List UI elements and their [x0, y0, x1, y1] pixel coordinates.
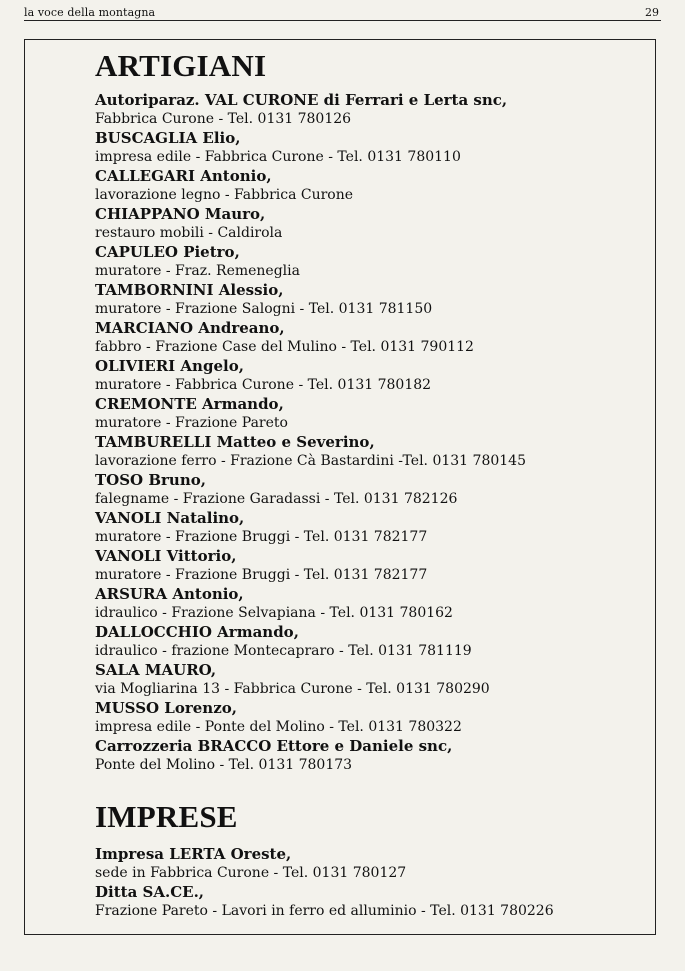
entry-name: Impresa LERTA Oreste,: [95, 845, 292, 863]
directory-entry: [95, 167, 615, 205]
directory-content: [95, 48, 615, 921]
directory-entry: [95, 319, 615, 357]
entry-detail: muratore - Fabbrica Curone - Tel. 0131 780182: [95, 377, 432, 393]
entry-name: TAMBURELLI Matteo e Severino,: [95, 433, 375, 451]
entry-name: Ditta SA.CE.,: [95, 883, 205, 901]
entry-name: TOSO Bruno,: [95, 471, 206, 489]
entry-name: ARSURA Antonio,: [95, 585, 244, 603]
entry-detail: Ponte del Molino - Tel. 0131 780173: [95, 757, 353, 773]
entry-list: [95, 845, 615, 921]
header-rule: [24, 20, 661, 21]
page-header: [24, 3, 659, 21]
directory-entry: [95, 845, 615, 883]
entry-detail: falegname - Frazione Garadassi - Tel. 0131 782126: [95, 491, 458, 507]
directory-entry: [95, 91, 615, 129]
entry-name: CHIAPPANO Mauro,: [95, 205, 266, 223]
entry-detail: impresa edile - Ponte del Molino - Tel. 0131 780322: [95, 719, 462, 735]
entry-name: VANOLI Vittorio,: [95, 547, 237, 565]
entry-detail: fabbro - Frazione Case del Mulino - Tel. 0131 790112: [95, 339, 474, 355]
section-artigiani: [95, 48, 615, 775]
directory-entry: [95, 205, 615, 243]
directory-entry: [95, 281, 615, 319]
directory-entry: [95, 471, 615, 509]
directory-entry: [95, 737, 615, 775]
section-title: ARTIGIANI: [95, 48, 267, 83]
entry-detail: muratore - Frazione Bruggi - Tel. 0131 782177: [95, 567, 428, 583]
entry-detail: idraulico - frazione Montecapraro - Tel. 0131 781119: [95, 643, 472, 659]
directory-entry: [95, 243, 615, 281]
entry-detail: muratore - Frazione Salogni - Tel. 0131 781150: [95, 301, 433, 317]
entry-detail: muratore - Frazione Pareto: [95, 415, 288, 431]
entry-list: [95, 91, 615, 775]
directory-entry: [95, 129, 615, 167]
entry-detail: sede in Fabbrica Curone - Tel. 0131 780127: [95, 865, 407, 881]
entry-detail: lavorazione ferro - Frazione Cà Bastardini -Tel. 0131 780145: [95, 453, 526, 469]
page-number: 29: [645, 6, 659, 19]
entry-name: TAMBORNINI Alessio,: [95, 281, 284, 299]
directory-entry: [95, 395, 615, 433]
directory-entry: [95, 883, 615, 921]
entry-name: OLIVIERI Angelo,: [95, 357, 244, 375]
entry-detail: impresa edile - Fabbrica Curone - Tel. 0131 780110: [95, 149, 461, 165]
entry-detail: idraulico - Frazione Selvapiana - Tel. 0131 780162: [95, 605, 453, 621]
entry-detail: lavorazione legno - Fabbrica Curone: [95, 187, 354, 203]
entry-name: SALA MAURO,: [95, 661, 217, 679]
entry-detail: via Mogliarina 13 - Fabbrica Curone - Tel. 0131 780290: [95, 681, 490, 697]
directory-entry: [95, 509, 615, 547]
publication-name: la voce della montagna: [24, 6, 156, 19]
entry-name: MUSSO Lorenzo,: [95, 699, 237, 717]
directory-entry: [95, 433, 615, 471]
entry-name: Autoriparaz. VAL CURONE di Ferrari e Lerta snc,: [95, 91, 508, 109]
entry-detail: restauro mobili - Caldirola: [95, 225, 283, 241]
directory-entry: [95, 699, 615, 737]
entry-detail: Fabbrica Curone - Tel. 0131 780126: [95, 111, 352, 127]
directory-entry: [95, 547, 615, 585]
entry-detail: muratore - Fraz. Remeneglia: [95, 263, 300, 279]
directory-entry: [95, 661, 615, 699]
entry-name: CALLEGARI Antonio,: [95, 167, 272, 185]
section-title: IMPRESE: [95, 799, 238, 834]
directory-entry: [95, 623, 615, 661]
entry-detail: Frazione Pareto - Lavori in ferro ed alluminio - Tel. 0131 780226: [95, 903, 554, 919]
entry-name: CREMONTE Armando,: [95, 395, 284, 413]
entry-name: CAPULEO Pietro,: [95, 243, 240, 261]
entry-name: BUSCAGLIA Elio,: [95, 129, 241, 147]
entry-name: MARCIANO Andreano,: [95, 319, 285, 337]
directory-entry: [95, 357, 615, 395]
entry-name: VANOLI Natalino,: [95, 509, 245, 527]
entry-name: Carrozzeria BRACCO Ettore e Daniele snc,: [95, 737, 453, 755]
section-imprese: [95, 799, 615, 921]
entry-detail: muratore - Frazione Bruggi - Tel. 0131 782177: [95, 529, 428, 545]
directory-entry: [95, 585, 615, 623]
entry-name: DALLOCCHIO Armando,: [95, 623, 299, 641]
